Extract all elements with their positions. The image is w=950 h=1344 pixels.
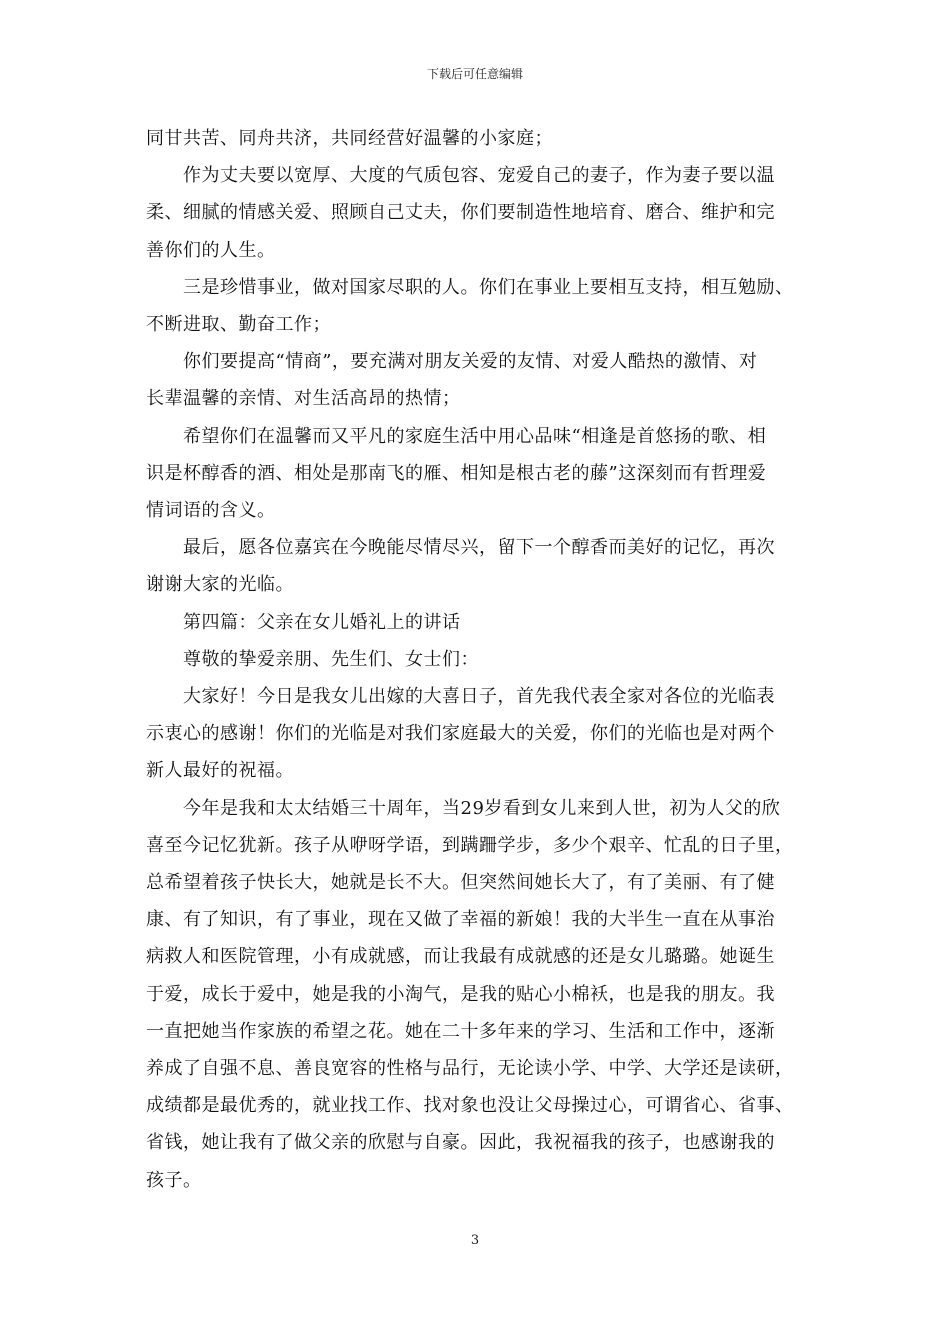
text-line: 今年是我和太太结婚三十周年，当29岁看到女儿来到人世，初为人父的欣 [146,797,781,819]
text-line: 成绩都是最优秀的，就业找工作、找对象也没让父母操过心，可谓省心、省事、 [146,1095,794,1117]
text-line: 不断进取、勤奋工作； [146,314,331,336]
salutation: 尊敬的挚爱亲朋、先生们、女士们： [146,648,479,670]
text-line: 新人最好的祝福。 [146,760,294,782]
text-line: 病救人和医院管理，小有成就感，而让我最有成就感的还是女儿璐璐。她诞生 [146,946,775,968]
text-line: 喜至今记忆犹新。孩子从咿呀学语，到蹒跚学步，多少个艰辛、忙乱的日子里， [146,834,794,856]
page-number: 3 [470,1233,480,1248]
text-line: 长辈温馨的亲情、对生活高昂的热情； [146,388,461,410]
text-line: 善你们的人生。 [146,239,276,261]
page-header: 下载后可任意编辑 [426,67,523,81]
text-line: 孩子。 [146,1169,202,1191]
document-body [146,120,808,1199]
text-line: 你们要提高“情商”，要充满对朋友关爱的友情、对爱人酷热的激情、对 [146,351,758,373]
text-line: 示衷心的感谢！你们的光临是对我们家庭最大的关爱，你们的光临也是对两个 [146,723,775,745]
text-line: 同甘共苦、同舟共济，共同经营好温馨的小家庭； [146,128,553,149]
text-line: 康、有了知识，有了事业，现在又做了幸福的新娘！我的大半生一直在从事治 [146,909,775,931]
section-heading: 第四篇：父亲在女儿婚礼上的讲话 [146,611,461,633]
text-line: 希望你们在温馨而又平凡的家庭生活中用心品味“相逢是首悠扬的歌、相 [146,425,767,447]
text-line: 识是杯醇香的酒、相处是那南飞的雁、相知是根古老的藤”这深刻而有哲理爱 [146,462,767,484]
text-line: 养成了自强不息、善良宽容的性格与品行，无论读小学、中学、大学还是读研， [146,1058,794,1080]
text-line: 谢谢大家的光临。 [146,574,294,596]
text-line: 大家好！今日是我女儿出嫁的大喜日子，首先我代表全家对各位的光临表 [146,686,775,708]
text-line: 于爱，成长于爱中，她是我的小淘气，是我的贴心小棉袄，也是我的朋友。我 [146,983,775,1005]
text-line: 最后，愿各位嘉宾在今晚能尽情尽兴，留下一个醇香而美好的记忆，再次 [146,537,775,559]
text-line: 作为丈夫要以宽厚、大度的气质包容、宠爱自己的妻子，作为妻子要以温 [146,165,775,187]
text-line: 情词语的含义。 [146,500,276,522]
text-line: 三是珍惜事业，做对国家尽职的人。你们在事业上要相互支持，相互勉励、 [146,276,794,298]
text-line: 柔、细腻的情感关爱、照顾自己丈夫，你们要制造性地培育、磨合、维护和完 [146,202,775,224]
text-line: 总希望着孩子快长大，她就是长不大。但突然间她长大了，有了美丽、有了健 [146,872,775,894]
text-line: 省钱，她让我有了做父亲的欣慰与自豪。因此，我祝福我的孩子，也感谢我的 [146,1132,775,1154]
text-line: 一直把她当作家族的希望之花。她在二十多年来的学习、生活和工作中，逐渐 [146,1020,775,1042]
